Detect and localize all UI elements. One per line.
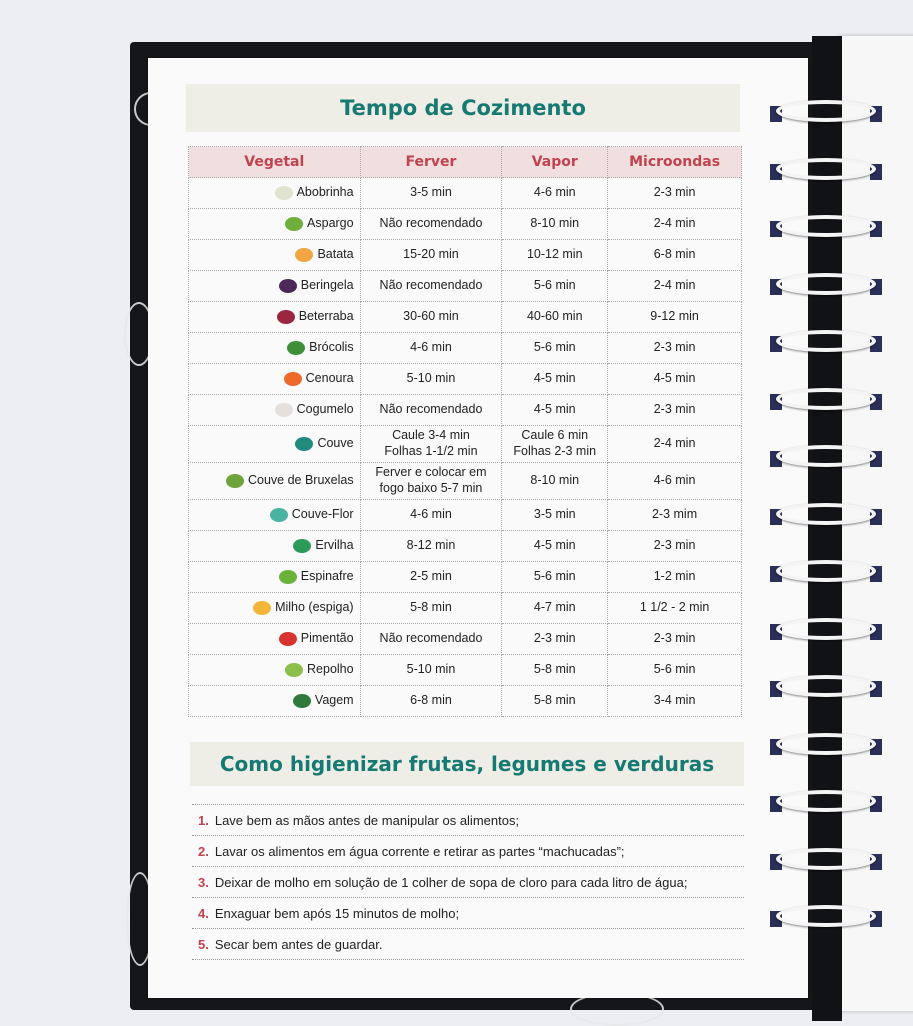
wire-loop bbox=[776, 445, 876, 467]
vegetable-name: Aspargo bbox=[307, 216, 354, 231]
vegetable-cell bbox=[189, 426, 361, 463]
step-number: 3. bbox=[198, 874, 209, 890]
vegetable-name: Beterraba bbox=[298, 309, 354, 324]
table-header-row bbox=[189, 147, 742, 178]
microwave-time-cell: 2-4 min bbox=[608, 426, 742, 463]
boil-time-cell: 6-8 min bbox=[360, 686, 502, 717]
vegetable-name: Ervilha bbox=[315, 538, 354, 553]
vegetable-cell bbox=[189, 271, 361, 302]
vegetable-cell bbox=[189, 562, 361, 593]
steam-time-line: Folhas 2-3 min bbox=[513, 444, 597, 458]
steam-time-cell: 4-5 min bbox=[502, 531, 608, 562]
boil-time-cell: 8-12 min bbox=[360, 531, 502, 562]
boil-time-line: Folhas 1-1/2 min bbox=[384, 444, 478, 458]
boil-time-cell: 5-10 min bbox=[360, 364, 502, 395]
vegetable-name: Milho (espiga) bbox=[275, 600, 354, 615]
table-row bbox=[189, 395, 742, 426]
wire-loop bbox=[776, 503, 876, 525]
microwave-time-cell: 2-4 min bbox=[608, 271, 742, 302]
microwave-time-cell: 1-2 min bbox=[608, 562, 742, 593]
vegetable-icon bbox=[279, 632, 297, 646]
vegetable-icon bbox=[295, 248, 313, 262]
binding-ring bbox=[770, 790, 882, 816]
binding-ring bbox=[770, 445, 882, 471]
table-row bbox=[189, 531, 742, 562]
binding-ring bbox=[770, 618, 882, 644]
microwave-time-cell: 6-8 min bbox=[608, 240, 742, 271]
list-item bbox=[192, 866, 744, 897]
boil-time-cell: 3-5 min bbox=[360, 178, 502, 209]
vegetable-name: Batata bbox=[317, 247, 354, 262]
col-header-microondas: Microondas bbox=[608, 147, 742, 178]
wire-loop bbox=[776, 388, 876, 410]
steam-time-cell: 8-10 min bbox=[502, 209, 608, 240]
binding-ring bbox=[770, 848, 882, 874]
vegetable-icon bbox=[293, 539, 311, 553]
vegetable-name: Cogumelo bbox=[296, 402, 354, 417]
binding-ring bbox=[770, 330, 882, 356]
steam-time-cell: 40-60 min bbox=[502, 302, 608, 333]
wire-loop bbox=[776, 273, 876, 295]
steam-time-cell: 4-7 min bbox=[502, 593, 608, 624]
title-band bbox=[186, 84, 740, 132]
table-row bbox=[189, 593, 742, 624]
vegetable-icon bbox=[253, 601, 271, 615]
boil-time-line: Caule 3-4 min bbox=[392, 428, 470, 443]
vegetable-name: Brócolis bbox=[309, 340, 354, 355]
table-row bbox=[189, 426, 742, 463]
cooking-time-table bbox=[188, 146, 742, 717]
binding-ring bbox=[770, 100, 882, 126]
boil-time-cell: 30-60 min bbox=[360, 302, 502, 333]
boil-time-cell: 5-10 min bbox=[360, 655, 502, 686]
microwave-time-cell: 4-5 min bbox=[608, 364, 742, 395]
steam-time-cell: 5-8 min bbox=[502, 655, 608, 686]
vegetable-cell bbox=[189, 686, 361, 717]
vegetable-name: Espinafre bbox=[300, 569, 354, 584]
vegetable-name: Abobrinha bbox=[296, 185, 354, 200]
vegetable-icon bbox=[275, 186, 293, 200]
table-row bbox=[189, 463, 742, 500]
steam-time-cell: 2-3 min bbox=[502, 624, 608, 655]
list-item bbox=[192, 804, 744, 835]
vegetable-name: Cenoura bbox=[305, 371, 354, 386]
vegetable-name: Couve-Flor bbox=[291, 507, 354, 522]
microwave-time-cell: 2-4 min bbox=[608, 209, 742, 240]
vegetable-name: Vagem bbox=[314, 693, 354, 708]
boil-time-cell: Não recomendado bbox=[360, 271, 502, 302]
table-row bbox=[189, 686, 742, 717]
microwave-time-cell: 2-3 mim bbox=[608, 500, 742, 531]
vegetable-name: Couve bbox=[317, 436, 354, 451]
vegetable-icon bbox=[285, 217, 303, 231]
vegetable-name: Beringela bbox=[300, 278, 354, 293]
step-text: Lavar os alimentos em água corrente e retirar as partes “machucadas”; bbox=[214, 843, 625, 859]
steam-time-cell: 10-12 min bbox=[502, 240, 608, 271]
binding-ring bbox=[770, 503, 882, 529]
col-header-vapor: Vapor bbox=[502, 147, 608, 178]
step-text: Lave bem as mãos antes de manipular os alimentos; bbox=[214, 812, 520, 828]
boil-time-cell: Não recomendado bbox=[360, 209, 502, 240]
binding-ring bbox=[770, 273, 882, 299]
microwave-time-cell: 2-3 min bbox=[608, 624, 742, 655]
section-title: Como higienizar frutas, legumes e verduras bbox=[219, 752, 715, 776]
page-title: Tempo de Cozimento bbox=[340, 96, 586, 120]
boil-time-cell: 2-5 min bbox=[360, 562, 502, 593]
table-row bbox=[189, 209, 742, 240]
binding-ring bbox=[770, 905, 882, 931]
boil-time-cell: 4-6 min bbox=[360, 500, 502, 531]
vegetable-icon bbox=[275, 403, 293, 417]
vegetable-icon bbox=[287, 341, 305, 355]
step-number: 4. bbox=[198, 905, 209, 921]
step-text: Deixar de molho em solução de 1 colher de sopa de cloro para cada litro de água; bbox=[214, 874, 688, 890]
col-header-ferver: Ferver bbox=[360, 147, 502, 178]
steam-time-cell: 8-10 min bbox=[502, 463, 608, 500]
wire-loop bbox=[776, 790, 876, 812]
vegetable-name: Repolho bbox=[307, 662, 354, 677]
step-number: 5. bbox=[198, 936, 209, 952]
wire-loop bbox=[776, 158, 876, 180]
vegetable-name: Couve de Bruxelas bbox=[247, 473, 354, 488]
vegetable-cell bbox=[189, 209, 361, 240]
wire-loop bbox=[776, 560, 876, 582]
list-item bbox=[192, 928, 744, 960]
microwave-time-cell: 4-6 min bbox=[608, 463, 742, 500]
boil-time-cell: Não recomendado bbox=[360, 624, 502, 655]
microwave-time-cell: 2-3 min bbox=[608, 395, 742, 426]
boil-time-cell: 5-8 min bbox=[360, 593, 502, 624]
vegetable-icon bbox=[277, 310, 295, 324]
table-row bbox=[189, 500, 742, 531]
boil-time-line: Ferver e colocar em bbox=[375, 465, 487, 480]
steam-time-cell bbox=[502, 426, 608, 463]
binding-ring bbox=[770, 560, 882, 586]
steam-time-cell: 4-6 min bbox=[502, 178, 608, 209]
table-row bbox=[189, 562, 742, 593]
wire-loop bbox=[776, 905, 876, 927]
step-number: 1. bbox=[198, 812, 209, 828]
vegetable-icon bbox=[270, 508, 288, 522]
step-text: Secar bem antes de guardar. bbox=[214, 936, 383, 952]
boil-time-line: fogo baixo 5-7 min bbox=[379, 481, 483, 495]
vegetable-icon bbox=[279, 279, 297, 293]
wire-loop bbox=[776, 618, 876, 640]
steam-time-cell: 3-5 min bbox=[502, 500, 608, 531]
hygiene-steps-list bbox=[192, 804, 744, 960]
binding-ring bbox=[770, 215, 882, 241]
vegetable-icon bbox=[285, 663, 303, 677]
vegetable-cell bbox=[189, 178, 361, 209]
boil-time-cell bbox=[360, 426, 502, 463]
steam-time-cell: 4-5 min bbox=[502, 364, 608, 395]
microwave-time-cell: 2-3 min bbox=[608, 531, 742, 562]
wire-loop bbox=[776, 100, 876, 122]
vegetable-cell bbox=[189, 395, 361, 426]
section-band bbox=[190, 742, 744, 786]
steam-time-cell: 5-6 min bbox=[502, 333, 608, 364]
wire-loop bbox=[776, 675, 876, 697]
list-item bbox=[192, 897, 744, 928]
boil-time-cell bbox=[360, 463, 502, 500]
vegetable-cell bbox=[189, 655, 361, 686]
list-item bbox=[192, 835, 744, 866]
vegetable-cell bbox=[189, 240, 361, 271]
table-row bbox=[189, 302, 742, 333]
vegetable-icon bbox=[284, 372, 302, 386]
table-row bbox=[189, 333, 742, 364]
steam-time-line: Caule 6 min bbox=[521, 428, 589, 443]
wire-loop bbox=[776, 848, 876, 870]
vegetable-icon bbox=[295, 437, 313, 451]
wire-loop bbox=[776, 330, 876, 352]
boil-time-cell: 15-20 min bbox=[360, 240, 502, 271]
steam-time-cell: 5-6 min bbox=[502, 562, 608, 593]
boil-time-cell: 4-6 min bbox=[360, 333, 502, 364]
microwave-time-cell: 1 1/2 - 2 min bbox=[608, 593, 742, 624]
vegetable-cell bbox=[189, 463, 361, 500]
vegetable-icon bbox=[279, 570, 297, 584]
steam-time-cell: 5-6 min bbox=[502, 271, 608, 302]
wire-loop bbox=[776, 733, 876, 755]
vegetable-cell bbox=[189, 500, 361, 531]
vegetable-name: Pimentão bbox=[300, 631, 354, 646]
binding-ring bbox=[770, 388, 882, 414]
binding-ring bbox=[770, 675, 882, 701]
microwave-time-cell: 3-4 min bbox=[608, 686, 742, 717]
step-number: 2. bbox=[198, 843, 209, 859]
steam-time-cell: 5-8 min bbox=[502, 686, 608, 717]
boil-time-cell: Não recomendado bbox=[360, 395, 502, 426]
table-row bbox=[189, 271, 742, 302]
table-row bbox=[189, 655, 742, 686]
table-row bbox=[189, 364, 742, 395]
step-text: Enxaguar bem após 15 minutos de molho; bbox=[214, 905, 460, 921]
vegetable-icon bbox=[293, 694, 311, 708]
table-row bbox=[189, 240, 742, 271]
microwave-time-cell: 2-3 min bbox=[608, 178, 742, 209]
table-row bbox=[189, 624, 742, 655]
table-row bbox=[189, 178, 742, 209]
recipe-page bbox=[148, 58, 808, 998]
microwave-time-cell: 5-6 min bbox=[608, 655, 742, 686]
vegetable-cell bbox=[189, 302, 361, 333]
wire-loop bbox=[776, 215, 876, 237]
microwave-time-cell: 9-12 min bbox=[608, 302, 742, 333]
binding-ring bbox=[770, 158, 882, 184]
vegetable-cell bbox=[189, 364, 361, 395]
vegetable-cell bbox=[189, 531, 361, 562]
vegetable-cell bbox=[189, 333, 361, 364]
steam-time-cell: 4-5 min bbox=[502, 395, 608, 426]
vegetable-icon bbox=[226, 474, 244, 488]
binding-ring bbox=[770, 733, 882, 759]
col-header-vegetal: Vegetal bbox=[189, 147, 361, 178]
microwave-time-cell: 2-3 min bbox=[608, 333, 742, 364]
vegetable-cell bbox=[189, 624, 361, 655]
vegetable-cell bbox=[189, 593, 361, 624]
